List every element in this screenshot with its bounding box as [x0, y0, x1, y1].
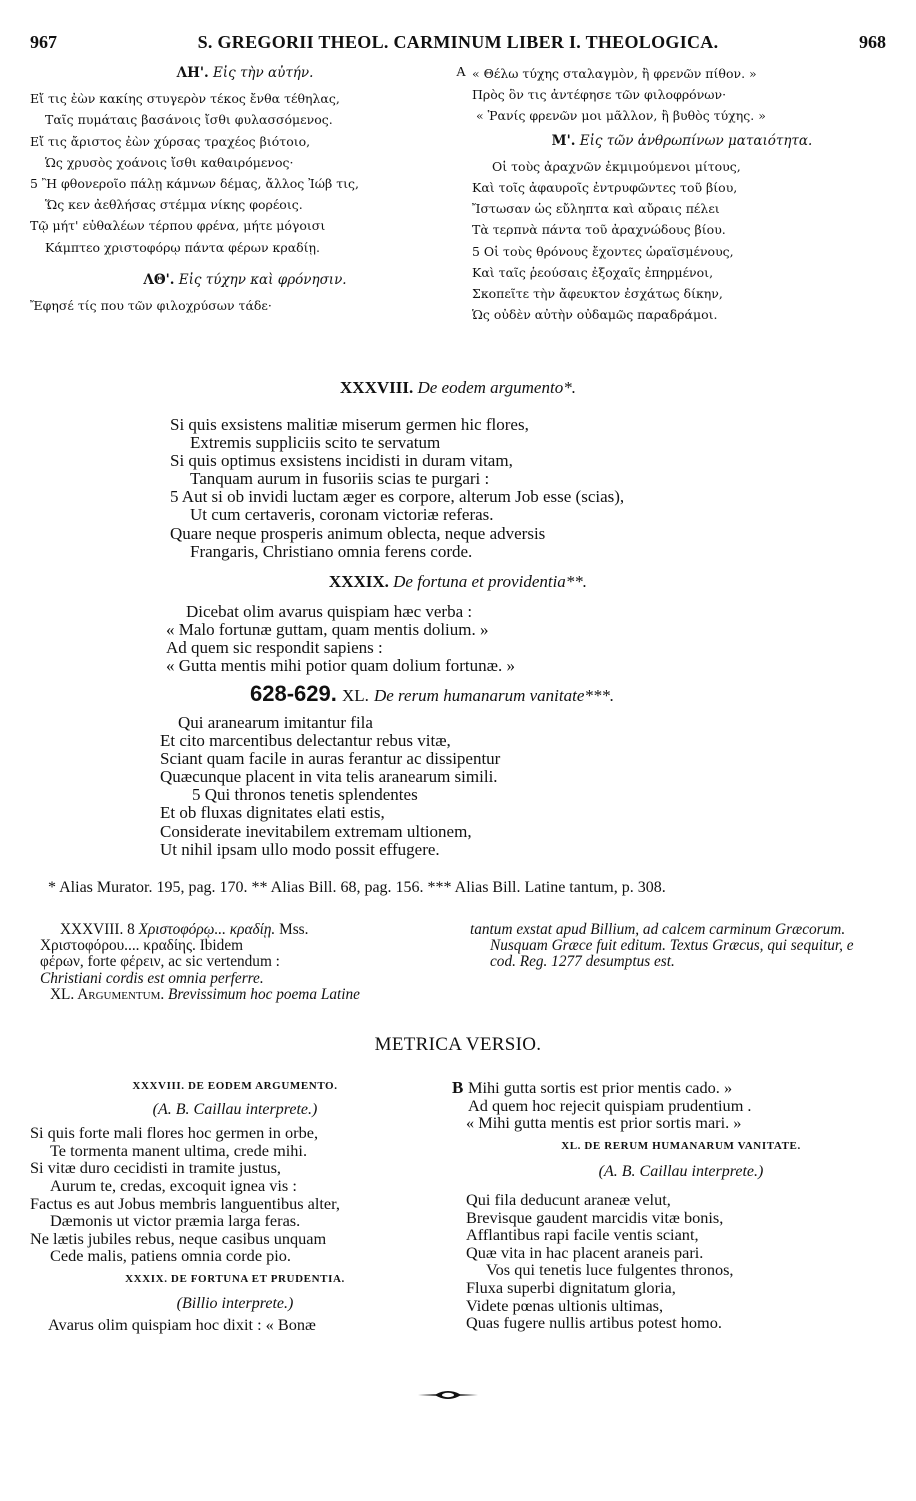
metrica-line: Factus es aut Jobus membris languentibus alter,: [30, 1193, 340, 1213]
greek-heading-39-title: Εἰς τύχην καὶ φρόνησιν.: [178, 271, 347, 288]
latin-line: Ut nihil ipsam ullo modo possit effugere.: [160, 839, 440, 859]
greek-line: Πρὸς ὃν τις ἀντέφησε τῶν φιλοφρόνων·: [472, 87, 727, 103]
greek-line: Ὥς κεν ἀεθλήσας στέμμα νίκης φορέοις.: [45, 197, 303, 213]
greek-heading-38-title: Εἰς τὴν αὐτήν.: [212, 65, 314, 81]
metrica-line: Quæ vita in hac placent araneis pari.: [466, 1242, 704, 1262]
note-greek: Χριστοφόρου.... κραδίης.: [40, 937, 196, 955]
greek-heading-40: [472, 131, 892, 152]
section-40-number: XL.: [341, 686, 369, 705]
greek-heading-40-number: Μ'.: [551, 132, 576, 149]
greek-line: Καὶ ταῖς ῥεούσαις ἐξοχαῖς ἐπηρμένοι,: [472, 264, 714, 280]
greek-line: Εἴ τις ἄριστος ἐὼν χύρσας τραχέος βιότοιο,: [30, 133, 311, 149]
latin-line: 5 Aut si ob invidi luctam æger es corpore, alterum Job esse (scias),: [170, 487, 625, 507]
marker-a: A: [456, 65, 467, 80]
metrica-interpreter: (A. B. Caillau interprete.): [598, 1163, 764, 1181]
latin-line: Quare neque prosperis animum oblecta, neque adversis: [170, 523, 546, 543]
greek-right-column: [472, 63, 892, 325]
section-title-40: [250, 681, 890, 707]
footnote: * Alias Murator. 195, pag. 170. ** Alias Bill. 68, pag. 156. *** Alias Bill. Latine tantum, p. 308.: [48, 879, 666, 896]
metrica-line: Fluxa superbi dignitatum gloria,: [466, 1277, 676, 1297]
note-translation: Christiani cordis est omnia perferre.: [40, 969, 264, 987]
metrica-line: Avarus olim quispiam hoc dixit : « Bonæ: [48, 1315, 316, 1335]
greek-left-column: [30, 63, 460, 316]
latin-line: Dicebat olim avarus quispiam hæc verba :: [186, 602, 473, 621]
marker-b: B: [452, 1078, 464, 1097]
column-numbers: 628-629.: [250, 681, 337, 706]
note-text: tantum exstat apud Billium, ad calcem carminum Græcorum.: [470, 921, 846, 938]
metrica-line: Vos qui tenetis luce fulgentes thronos,: [486, 1260, 734, 1280]
latin-line: Et cito marcentibus delectantur rebus vitæ,: [160, 731, 451, 751]
metrica-line: Qui fila deducunt araneæ velut,: [466, 1189, 671, 1209]
running-title: S. GREGORII THEOL. CARMINUM LIBER I. THEOLOGICA.: [197, 32, 719, 52]
latin-line: Qui aranearum imitantur fila: [178, 713, 373, 732]
section-title-39: [0, 572, 916, 592]
latin-poem-39: [166, 603, 886, 675]
latin-line: Ad quem sic respondit sapiens :: [166, 638, 383, 658]
greek-line: Καὶ τοῖς ἀφαυροῖς ἐντρυφῶντες τοῦ βίου,: [472, 180, 738, 196]
note-mss: Mss.: [279, 921, 309, 938]
metrica-line: « Mihi gutta mentis est prior sortis mari. »: [466, 1113, 742, 1133]
metrica-right-column: [466, 1079, 896, 1332]
section-38-title: De eodem argumento*.: [417, 378, 576, 397]
note-ref: XXXVIII. 8: [60, 921, 135, 938]
note-text: ac sic vertendum :: [168, 953, 280, 971]
greek-line: Ἔφησέ τίς που τῶν φιλοχρύσων τάδε·: [30, 298, 272, 314]
metrica-line: Si vitæ duro cecidisti in tramite justus,: [30, 1158, 281, 1178]
section-39-number: XXXIX.: [328, 572, 389, 591]
metrica-left-column: [30, 1078, 440, 1334]
greek-line: 5 Ἢ φθονεροῖο πάλῃ κάμνων δέμας, ἄλλος Ἰώβ τις,: [30, 176, 359, 192]
note-greek: Χριστοφόρῳ... κραδίῃ.: [138, 921, 276, 938]
latin-line: 5 Qui thronos tenetis splendentes: [192, 785, 418, 805]
notes-right: [470, 922, 880, 971]
latin-line: Extremis suppliciis scito te servatum: [190, 433, 441, 453]
page-number-left: 967: [30, 32, 57, 52]
greek-heading-38-number: ΛΗ'.: [176, 65, 209, 81]
greek-line: Ὡς χρυσὸς χοάνοις ἴσθι καθαιρόμενος·: [45, 154, 294, 170]
metrica-subtitle-38: XXXVIII. DE EODEM ARGUMENTO.: [132, 1080, 338, 1092]
metrica-line: Ne lætis jubiles rebus, neque casibus unquam: [30, 1228, 327, 1248]
greek-line: Ἴστωσαν ὡς εὔληπτα καὶ αὔραις πέλει: [472, 201, 720, 217]
note-greek: φέρων, forte φέρειν,: [40, 953, 165, 971]
metrica-interpreter: (Billio interprete.): [176, 1294, 294, 1312]
metrica-line: Brevisque gaudent marcidis vitæ bonis,: [466, 1207, 724, 1227]
latin-line: « Gutta mentis mihi potior quam dolium fortunæ. »: [166, 656, 515, 676]
latin-line: Quæcunque placent in vita telis aranearum simili.: [160, 767, 498, 787]
metrica-line: Quas fugere nullis artibus potest homo.: [466, 1313, 722, 1333]
greek-line: Τὰ τερπνὰ πάντα τοῦ ἀραχνώδους βίου.: [472, 222, 726, 238]
ornament-divider: [418, 1390, 478, 1400]
latin-line: Sciant quam facile in auras ferantur ac dissipentur: [160, 749, 501, 769]
greek-line: Εἴ τις ἐὼν κακίης στυγερὸν τέκος ἔνθα τέθηλας,: [30, 91, 340, 107]
greek-heading-39-number: ΛΘ'.: [143, 271, 175, 288]
latin-line: Et ob fluxas dignitates elati estis,: [160, 803, 385, 823]
metrica-line: Te tormenta manent ultima, crede mihi.: [50, 1140, 308, 1160]
greek-line: Ταῖς πυμάταις βασάνοις ἴσθι φυλασσόμενος.: [45, 112, 333, 128]
latin-poem-38: [170, 416, 890, 561]
latin-line: Si quis exsistens malitiæ miserum germen hic flores,: [170, 415, 529, 434]
note-argumentum: XL. Argumentum.: [50, 985, 165, 1003]
metrica-line: Si quis forte mali flores hoc germen in orbe,: [30, 1123, 319, 1143]
greek-line: Σκοπεῖτε τὴν ἄφευκτον ἐσχάτως δίκην,: [472, 286, 723, 302]
metrica-subtitle-39: XXXIX. DE FORTUNA ET PRUDENTIA.: [125, 1272, 345, 1285]
greek-heading-38: [30, 63, 460, 84]
latin-poem-40: [160, 714, 880, 859]
metrica-line: Afflantibus rapi facile ventis sciant,: [466, 1225, 699, 1245]
notes-left: [40, 922, 444, 1003]
section-title-38: [0, 378, 916, 398]
metrica-line: Ad quem hoc rejecit quispiam prudentium .: [468, 1095, 752, 1115]
metrica-line: Videte pœnas ultionis ultimas,: [466, 1295, 664, 1315]
greek-line: Οἱ τοὺς ἀραχνῶν ἐκμιμούμενοι μίτους,: [492, 158, 741, 174]
note-text: Nusquam Græce fuit editum. Textus Græcus, qui sequitur, e cod. Reg. 1277 desumptus est.: [490, 937, 854, 971]
greek-line: Κάμπτεο χριστοφόρῳ πάντα φέρων κραδίῃ.: [45, 239, 321, 255]
greek-line: Ὡς οὐδὲν αὐτὴν οὐδαμῶς παραδράμοι.: [472, 307, 718, 323]
greek-line: Τῷ μήτ' εὐθαλέων τέρπου φρένα, μήτε μόγοισι: [30, 218, 326, 234]
section-38-number: XXXVIII.: [340, 378, 414, 397]
page-number-right: 968: [859, 32, 886, 52]
greek-heading-40-title: Εἰς τῶν ἀνθρωπίνων ματαιότητα.: [579, 132, 813, 149]
latin-line: Considerate inevitabilem extremam ultionem,: [160, 821, 472, 841]
metrica-line: Dæmonis ut victor præmia larga feras.: [50, 1211, 301, 1231]
note-ibidem: Ibidem: [199, 937, 244, 955]
metrica-line: Cede malis, patiens omnia corde pio.: [50, 1246, 291, 1266]
latin-line: « Malo fortunæ guttam, quam mentis dolium. »: [166, 620, 489, 640]
latin-line: Ut cum certaveris, coronam victoriæ referas.: [190, 505, 494, 525]
section-40-title: De rerum humanarum vanitate***.: [373, 686, 615, 705]
greek-line: « Ῥανίς φρενῶν μοι μᾶλλον, ἢ βυθὸς τύχης. »: [476, 108, 766, 124]
metrica-line: Mihi gutta sortis est prior mentis cado. »: [468, 1078, 733, 1097]
greek-heading-39: [30, 270, 460, 291]
note-text: Brevissimum hoc poema Latine: [168, 985, 360, 1003]
metrica-interpreter: (A. B. Caillau interprete.): [152, 1100, 318, 1118]
greek-line: « Θέλω τύχης σταλαγμὸν, ἢ φρενῶν πίθον. »: [472, 66, 757, 81]
running-header: [30, 32, 886, 56]
latin-line: Si quis optimus exsistens incidisti in duram vitam,: [170, 451, 513, 471]
metrica-title: METRICA VERSIO.: [374, 1034, 542, 1055]
metrica-subtitle-40: XL. DE RERUM HUMANARUM VANITATE.: [561, 1139, 801, 1152]
section-39-title: De fortuna et providentia**.: [393, 572, 588, 591]
greek-line: 5 Οἱ τοὺς θρόνους ἔχοντες ὡραϊσμένους,: [472, 243, 734, 259]
latin-line: Frangaris, Christiano omnia ferens corde.: [190, 541, 473, 561]
latin-line: Tanquam aurum in fusoriis scias te purgari :: [190, 469, 490, 489]
metrica-line: Aurum te, credas, excoquit ignea vis :: [50, 1175, 297, 1195]
